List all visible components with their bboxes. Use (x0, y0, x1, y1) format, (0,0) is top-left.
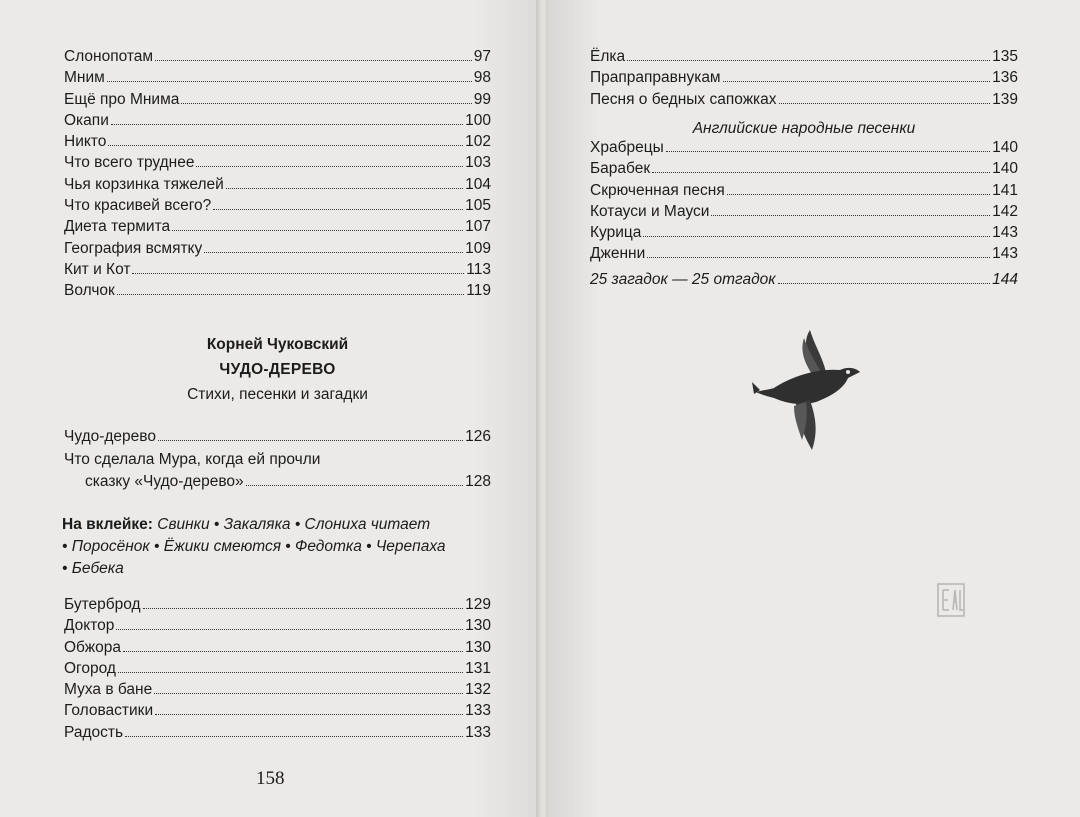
dot-leader (727, 194, 990, 195)
toc-entry-title: Скрюченная песня (590, 181, 725, 199)
toc-list-top (64, 48, 491, 304)
dot-leader (107, 81, 472, 82)
toc-entry-page: 133 (465, 702, 491, 720)
toc-entry-title: Что красивей всего? (64, 197, 212, 215)
dot-leader (627, 60, 990, 61)
dot-leader (213, 209, 463, 210)
toc-list-right-top (590, 48, 1018, 112)
toc-entry (64, 617, 491, 638)
toc-entry-page: 144 (992, 271, 1018, 288)
toc-entry-page: 140 (992, 160, 1018, 178)
toc-entry (64, 176, 491, 197)
book-title: ЧУДО-ДЕРЕВО (219, 361, 336, 378)
toc-entry-page: 133 (465, 723, 491, 741)
dot-leader (111, 124, 463, 125)
dot-leader (181, 103, 471, 104)
dot-leader (154, 693, 463, 694)
toc-entry-page: 97 (473, 48, 491, 65)
eac-mark (936, 582, 966, 618)
toc-entry-page: 140 (992, 139, 1018, 156)
toc-entry-page: 129 (465, 596, 491, 613)
toc-entry-page: 143 (992, 245, 1018, 263)
toc-entry-title: Прапраправнукам (590, 69, 721, 87)
toc-entry-title: Что сделала Мура, когда ей прочли (64, 451, 321, 468)
dot-leader (246, 485, 463, 486)
toc-entry-title: Муха в бане (64, 681, 153, 699)
toc-entry-page: 99 (473, 90, 491, 108)
dot-leader (226, 188, 463, 189)
insert-note (62, 514, 502, 580)
toc-entry-title: Кит и Кот (64, 260, 131, 278)
dot-leader (155, 60, 472, 61)
toc-entry-title: 25 загадок — 25 отгадок (590, 271, 776, 288)
dot-leader (108, 145, 463, 146)
dot-leader (196, 166, 463, 167)
toc-entry-title: Волчок (64, 282, 115, 300)
toc-entry (64, 112, 491, 133)
toc-entry (590, 224, 1018, 245)
dot-leader (117, 294, 464, 295)
toc-entry-title: сказку «Чудо-дерево» (85, 472, 244, 490)
toc-entry-page: 131 (465, 659, 491, 677)
dot-leader (116, 629, 463, 630)
toc-entry-title: Ещё про Мнима (64, 90, 180, 108)
toc-entry-title: Доктор (64, 617, 115, 635)
toc-list-bottom (64, 596, 491, 745)
toc-entry-title: Мним (64, 69, 105, 87)
toc-entry-title: Котауси и Мауси (590, 202, 710, 220)
toc-entry-title: Курица (590, 224, 642, 242)
bird-illustration (752, 328, 864, 452)
toc-entry-title: Окапи (64, 111, 109, 129)
toc-entry-page: 98 (473, 69, 491, 87)
dot-leader (778, 283, 991, 284)
toc-entry (590, 69, 1018, 90)
toc-entry-title: Храбрецы (590, 139, 664, 156)
toc-entry (64, 197, 491, 218)
toc-entry-page: 130 (465, 617, 491, 635)
toc-entry-title: Головастики (64, 702, 154, 720)
section-title: Английские народные песенки (692, 120, 916, 137)
toc-entry (64, 154, 491, 175)
toc-entry (590, 48, 1018, 69)
toc-entry (590, 203, 1018, 224)
toc-entry-page: 128 (465, 472, 491, 490)
toc-entry (64, 724, 491, 745)
toc-list-book (64, 428, 491, 449)
dot-leader (647, 257, 990, 258)
toc-entry-title: Песня о бедных сапожках (590, 90, 777, 108)
toc-entry (64, 261, 491, 282)
toc-entry-title: Барабек (590, 160, 651, 178)
toc-entry-page: 102 (465, 133, 491, 151)
author-name: Корней Чуковский (206, 336, 349, 353)
toc-entry-page: 130 (465, 638, 491, 656)
toc-entry-page: 132 (465, 681, 491, 699)
book-subtitle: Стихи, песенки и загадки (187, 386, 368, 403)
toc-entry (64, 702, 491, 723)
toc-entry-title: Диета термита (64, 218, 171, 236)
dot-leader (158, 440, 463, 441)
dot-leader (143, 608, 464, 609)
toc-entry-page: 139 (992, 90, 1018, 108)
toc-entry-page: 141 (992, 181, 1018, 199)
toc-entry (64, 639, 491, 660)
toc-entry (64, 681, 491, 702)
toc-entry (64, 133, 491, 154)
toc-entry (64, 48, 491, 69)
insert-label: На вклейке: (62, 516, 153, 533)
dot-leader (711, 215, 990, 216)
toc-entry-mura (64, 449, 491, 492)
dot-leader (132, 273, 464, 274)
toc-entry (590, 271, 1018, 292)
toc-entry-title: Никто (64, 133, 107, 151)
toc-entry-page: 103 (465, 154, 491, 172)
toc-list-songs (590, 139, 1018, 267)
dot-leader (723, 81, 991, 82)
toc-entry-page: 143 (992, 224, 1018, 242)
toc-entry-title: Чья корзинка тяжелей (64, 175, 224, 193)
toc-entry (64, 282, 491, 303)
insert-items: • Поросёнок • Ёжики смеются • Федотка • Черепаха (62, 538, 446, 555)
toc-entry (590, 160, 1018, 181)
toc-entry (64, 428, 491, 449)
insert-items: • Бебека (62, 560, 124, 577)
dot-leader (125, 736, 463, 737)
toc-entry-title: Бутерброд (64, 596, 141, 613)
toc-entry-page: 126 (465, 428, 491, 445)
toc-entry (590, 139, 1018, 160)
dot-leader (123, 651, 463, 652)
toc-entry (590, 245, 1018, 266)
toc-entry-page: 109 (465, 239, 491, 257)
toc-entry (64, 91, 491, 112)
toc-entry-page: 100 (465, 111, 491, 129)
dot-leader (643, 236, 990, 237)
dot-leader (204, 252, 463, 253)
toc-entry-title: Что всего труднее (64, 154, 195, 172)
toc-entry-page: 107 (465, 218, 491, 236)
dot-leader (652, 172, 990, 173)
dot-leader (779, 103, 991, 104)
toc-entry-page: 136 (992, 69, 1018, 87)
toc-entry-title: География всмятку (64, 239, 203, 257)
toc-entry (64, 596, 491, 617)
toc-entry (64, 660, 491, 681)
toc-entry-page: 135 (992, 48, 1018, 65)
toc-entry-page: 142 (992, 202, 1018, 220)
toc-entry-page: 113 (466, 260, 491, 278)
toc-entry (64, 218, 491, 239)
toc-entry-title: Чудо-дерево (64, 428, 156, 445)
toc-entry-title: Обжора (64, 638, 121, 656)
dot-leader (118, 672, 463, 673)
toc-entry-title: Ёлка (590, 48, 626, 65)
dot-leader (666, 151, 990, 152)
toc-list-riddles (590, 271, 1018, 292)
toc-entry-page: 104 (465, 175, 491, 193)
toc-entry (64, 240, 491, 261)
toc-entry (64, 69, 491, 90)
insert-items: Свинки • Закаляка • Слониха читает (152, 516, 431, 533)
toc-entry (590, 182, 1018, 203)
toc-entry-title: Дженни (590, 245, 646, 263)
toc-entry-page: 119 (466, 282, 491, 300)
toc-entry-title: Слонопотам (64, 48, 154, 65)
toc-entry-title: Радость (64, 723, 124, 741)
page-number: 158 (256, 768, 285, 789)
toc-entry (590, 91, 1018, 112)
toc-entry-page: 105 (465, 197, 491, 215)
dot-leader (155, 714, 463, 715)
toc-entry-title: Огород (64, 659, 116, 677)
dot-leader (172, 230, 463, 231)
